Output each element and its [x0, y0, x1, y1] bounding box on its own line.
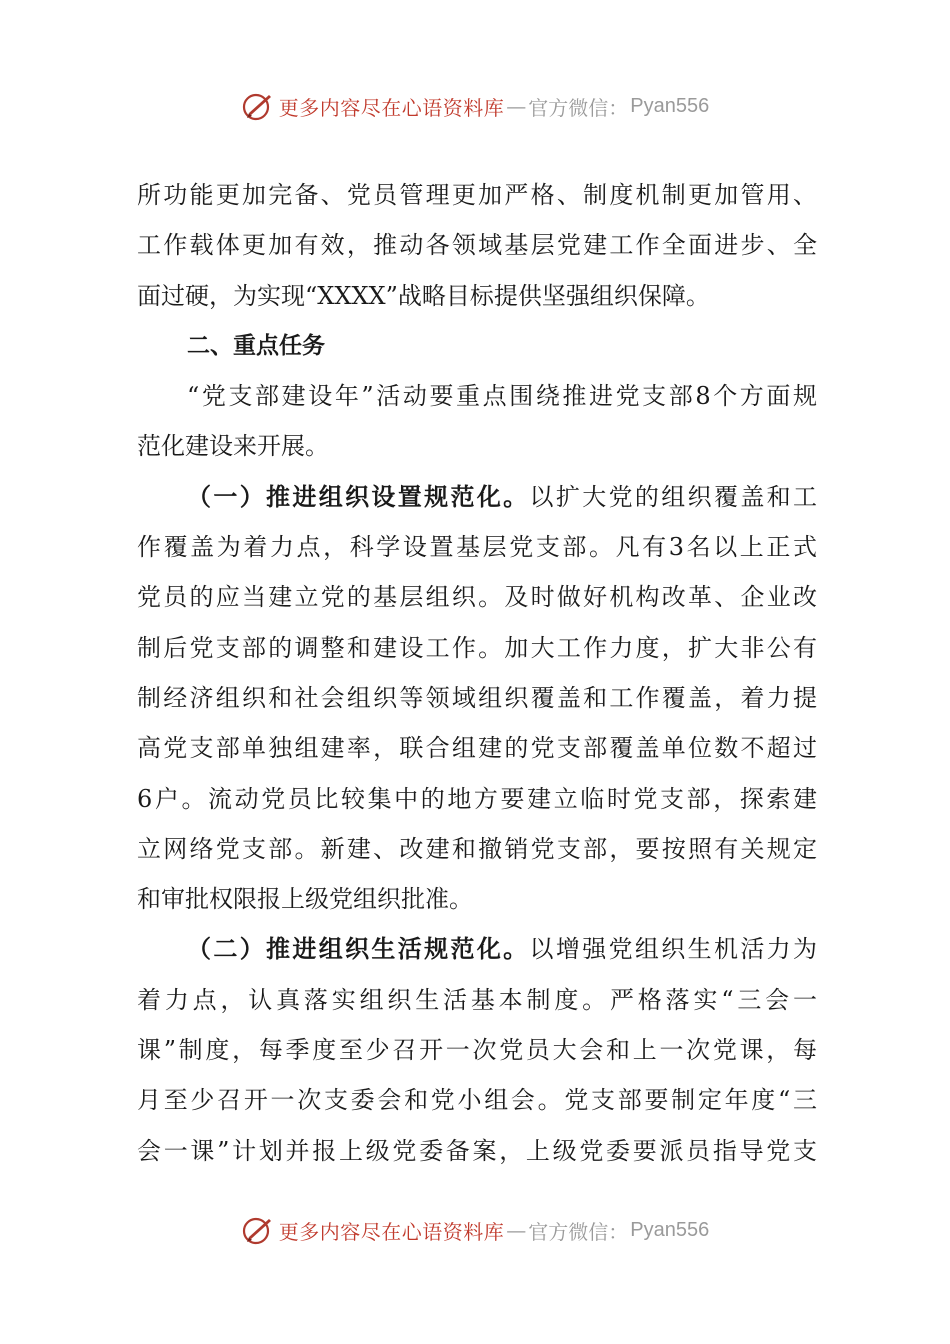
text-line: 面过硬，为实现“XXXX”战略目标提供坚强组织保障。 [137, 281, 710, 310]
text-line: 所功能更加完备、党员管理更加严格、制度机制更加管用、 [137, 181, 817, 209]
text-line: 范化建设来开展。 [137, 432, 329, 461]
text-line: 会一课”计划并报上级党委备案，上级党委要派员指导党支 [137, 1136, 817, 1165]
text-line: 着力点，认真落实组织生活基本制度。严格落实“三会一 [137, 985, 817, 1014]
header-watermark [0, 84, 950, 128]
watermark-brand: 更多内容尽在心语资料库 [278, 1219, 505, 1244]
text-line: 立网络党支部。新建、改建和撤销党支部，要按照有关规定 [137, 834, 817, 863]
subsection-title: （二）推进组织生活规范化。 [187, 935, 530, 964]
subsection-title: （一）推进组织设置规范化。 [187, 482, 530, 511]
document-body [137, 170, 817, 1176]
text-line: 6户。流动党员比较集中的地方要建立临时党支部，探索建 [137, 784, 817, 813]
text-line: “党支部建设年”活动要重点围绕推进党支部8个方面规 [187, 382, 817, 411]
text-line: 课”制度，每季度至少召开一次党员大会和上一次党课，每 [137, 1036, 817, 1065]
watermark-wechat-id: Pyan556 [630, 94, 710, 117]
watermark-official-label: 官方微信： [528, 1219, 629, 1244]
watermark-separator: — [506, 94, 527, 118]
text-line: 作覆盖为着力点，科学设置基层党支部。凡有3名以上正式 [137, 533, 817, 562]
watermark-wechat-id: Pyan556 [630, 1218, 710, 1241]
text-line: 制经济组织和社会组织等领域组织覆盖和工作覆盖，着力提 [137, 683, 817, 712]
paragraph-first-line [137, 472, 817, 522]
text-span: 以扩大党的组织覆盖和工 [529, 482, 817, 511]
text-span: 以增强党组织生机活力为 [529, 935, 817, 964]
text-line: 工作载体更加有效，推动各领域基层党建工作全面进步、全 [137, 231, 817, 260]
footer-watermark [0, 1208, 950, 1252]
text-line: 高党支部单独组建率，联合组建的党支部覆盖单位数不超过 [137, 734, 817, 763]
text-line: 和审批权限报上级党组织批准。 [137, 885, 473, 914]
text-line: 月至少召开一次支委会和党小组会。党支部要制定年度“三 [137, 1086, 817, 1115]
watermark-brand: 更多内容尽在心语资料库 [278, 95, 505, 120]
paragraph-first-line [137, 924, 817, 974]
watermark-separator: — [506, 1218, 527, 1242]
text-line: 党员的应当建立党的基层组织。及时做好机构改革、企业改 [137, 583, 817, 612]
pen-logo-icon [241, 1213, 275, 1247]
section-heading: 二、重点任务 [187, 332, 325, 359]
pen-logo-icon [241, 89, 275, 123]
watermark-official-label: 官方微信： [528, 95, 629, 120]
text-line: 制后党支部的调整和建设工作。加大工作力度，扩大非公有 [137, 633, 817, 662]
